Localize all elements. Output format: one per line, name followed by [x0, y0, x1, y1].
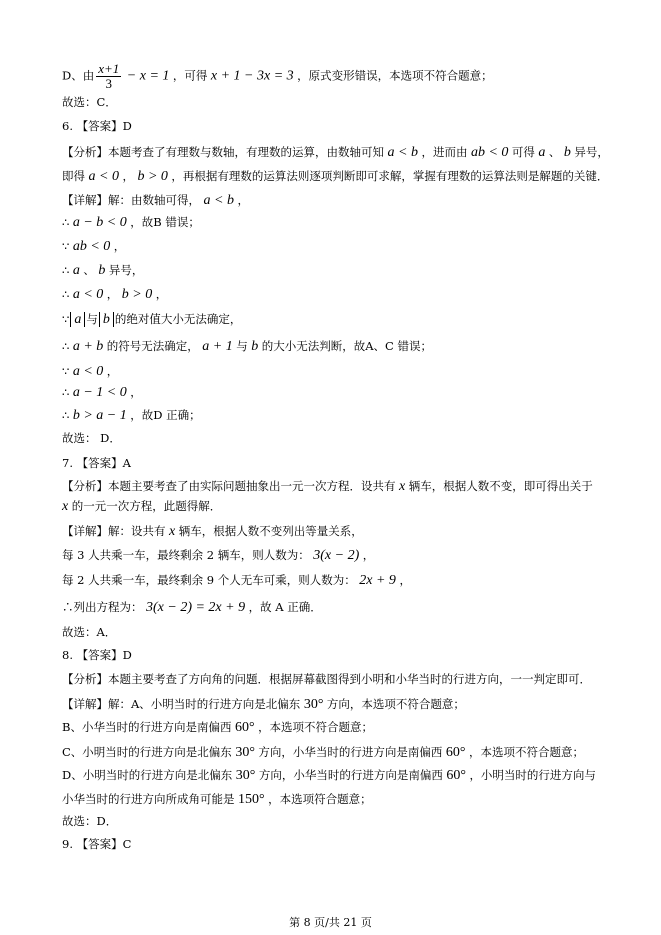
math-expression: ab < 0 [69, 239, 114, 254]
text-line [62, 338, 432, 355]
math-expression: 2x + 9 [355, 573, 400, 588]
math-expression: a < 0 [69, 287, 107, 302]
math-expression: a − 1 < 0 [69, 385, 131, 400]
text-span: 【分析】本题考查了有理数与数轴，有理数的运算，由数轴可知 [62, 145, 384, 159]
text-line [62, 767, 596, 784]
text-span: ，本选项符合题意； [268, 792, 372, 806]
math-expression: b [247, 339, 262, 354]
text-line [62, 286, 167, 303]
text-span: ∴ [62, 215, 70, 229]
text-span: ， [237, 193, 249, 207]
text-span: 【详解】解：由数轴可得， [62, 193, 200, 207]
text-span: 方向，小华当时的行进方向是南偏西 [258, 745, 443, 759]
text-span: ，进而由 [421, 145, 468, 159]
angle-value: 60° [442, 745, 470, 760]
absolute-value: a [70, 312, 85, 327]
text-span: ， [362, 548, 375, 562]
text-line [62, 168, 608, 185]
text-span: 每 2 人共乘一车，最终剩余 9 个人无车可乘，则人数为： [62, 573, 356, 587]
text-span: ∵ [62, 312, 70, 326]
text-span: ， [399, 573, 411, 587]
text-line: 故选：C． [62, 95, 117, 109]
text-span: ， [122, 169, 134, 183]
text-span: 【分析】本题主要考查了由实际问题抽象出一元一次方程．设共有 [62, 479, 396, 493]
math-expression: a − b < 0 [69, 215, 131, 230]
text-span: 与 [236, 339, 248, 353]
text-line [62, 744, 584, 761]
text-span: ，故 A 正确． [248, 600, 322, 614]
text-span: ，本选项不符合题意； [258, 720, 374, 734]
math-expression: b > 0 [133, 169, 172, 184]
math-expression: − x = 1 [123, 68, 173, 84]
fraction-denominator: 3 [105, 76, 112, 91]
text-span: ∴ [62, 287, 70, 301]
text-span: ，小明当时的行进方向与 [469, 768, 596, 782]
text-span: 的绝对值大小无法确定， [114, 312, 242, 326]
text-line [62, 498, 221, 515]
text-line [62, 262, 143, 279]
math-expression: a < 0 [69, 364, 107, 379]
text-line [62, 523, 363, 540]
text-span: 异号， [108, 263, 144, 277]
angle-value: 30° [300, 697, 327, 712]
text-span: 方向，本选项不符合题意； [326, 697, 465, 711]
text-line [62, 478, 593, 495]
text-line [62, 599, 322, 616]
math-expression: b > a − 1 [69, 408, 131, 423]
text-line: 9. 【答案】C [62, 837, 132, 851]
text-span: ∴列出方程为： [62, 600, 143, 614]
text-line [62, 192, 249, 209]
text-span: 每 3 人共乘一车，最终剩余 2 辆车，则人数为： [62, 548, 310, 562]
text-line: 6. 【答案】D [62, 119, 132, 133]
text-span: 异号， [574, 145, 609, 159]
text-span: ，原式变形错误，本选项不符合题意； [297, 68, 493, 83]
math-expression: x [165, 524, 179, 539]
text-span: 可得 [511, 145, 535, 159]
text-line [62, 62, 493, 91]
text-line [62, 238, 125, 255]
text-line [62, 311, 241, 327]
absolute-value: b [99, 312, 114, 327]
text-span: 【详解】解：A、小明当时的行进方向是北偏东 [62, 697, 301, 711]
math-expression: x [395, 479, 409, 494]
text-span: ∴ [62, 385, 70, 399]
text-line [62, 407, 201, 424]
math-expression: x + 1 − 3x = 3 [207, 68, 298, 84]
page-footer: 第 8 页/共 21 页 [289, 916, 372, 929]
text-line: 7. 【答案】A [62, 456, 131, 470]
text-line: 8. 【答案】D [62, 648, 132, 662]
text-line [62, 572, 411, 589]
text-line: 【分析】本题主要考查了方向角的问题．根据屏幕截图得到小明和小华当时的行进方向，一一判定即可． [62, 672, 591, 686]
text-span: ∴ [62, 263, 70, 277]
text-span: ∴ [62, 339, 70, 353]
text-span: ， [130, 385, 142, 399]
math-expression: a [534, 145, 549, 160]
angle-value: 30° [231, 745, 259, 760]
math-expression: a < b [384, 145, 422, 160]
math-expression: b [560, 145, 575, 160]
math-expression: a [69, 263, 84, 278]
text-span: 【详解】解：设共有 [62, 524, 166, 538]
text-line: 故选：A． [62, 625, 117, 639]
fraction [96, 62, 121, 91]
text-line: 故选： D． [62, 431, 121, 445]
angle-value: 60° [442, 768, 470, 783]
text-span: 即得 [62, 169, 85, 183]
math-expression: a < 0 [85, 169, 123, 184]
fraction-numerator: x+1 [98, 61, 120, 76]
text-span: ， [106, 364, 119, 378]
text-span: ， [106, 287, 119, 301]
math-expression: a + 1 [198, 339, 237, 354]
text-line [62, 214, 200, 231]
math-expression: 3(x − 2) = 2x + 9 [142, 600, 249, 615]
text-span: 与 [86, 312, 98, 326]
text-span: ，再根据有理数的运算法则逐项判断即可求解，掌握有理数的运算法则是解题的关键． [171, 169, 609, 183]
text-span: ，可得 [172, 68, 208, 83]
text-span: D、小明当时的行进方向是北偏东 [62, 768, 233, 782]
text-span: 、 [548, 145, 561, 159]
text-span: B、小华当时的行进方向是南偏西 [62, 720, 232, 734]
text-span: 的一元一次方程，此题得解． [71, 499, 222, 513]
text-span: ∴ [62, 408, 70, 422]
text-span: 、 [83, 263, 95, 277]
text-span: 辆车，根据人数不变，即可得出关于 [408, 479, 593, 493]
text-span: 小华当时的行进方向所成角可能是 [62, 792, 235, 806]
math-expression: b > 0 [118, 287, 156, 302]
math-expression: x [62, 499, 72, 514]
text-span: 的大小无法判断，故A、C 错误； [261, 339, 432, 353]
math-expression: b [94, 263, 109, 278]
math-expression: ab < 0 [467, 145, 512, 160]
text-line [62, 791, 372, 808]
text-span: C、小明当时的行进方向是北偏东 [62, 745, 232, 759]
text-line [62, 547, 374, 564]
text-line: 故选：D． [62, 814, 118, 828]
text-line [62, 719, 373, 736]
text-span: ∵ [62, 239, 70, 253]
text-line [62, 384, 142, 401]
text-span: ，故D 正确； [130, 408, 201, 422]
text-span: ，故B 错误； [130, 215, 200, 229]
angle-value: 30° [232, 768, 259, 783]
text-line [62, 363, 118, 380]
text-span: 方向，小华当时的行进方向是南偏西 [258, 768, 443, 782]
text-line [62, 144, 609, 161]
angle-value: 60° [231, 720, 259, 735]
angle-value: 150° [234, 792, 269, 807]
math-expression: a + b [69, 339, 107, 354]
text-span: ∵ [62, 364, 70, 378]
math-expression: a < b [200, 193, 238, 208]
text-span: ， [155, 287, 168, 301]
text-span: D、由 [62, 68, 95, 83]
text-span: ， [113, 239, 126, 253]
text-span: 的符号无法确定， [106, 339, 199, 353]
text-span: 辆车，根据人数不变列出等量关系， [178, 524, 363, 538]
text-line [62, 696, 465, 713]
text-span: ，本选项不符合题意； [469, 745, 585, 759]
math-expression: 3(x − 2) [309, 548, 363, 563]
